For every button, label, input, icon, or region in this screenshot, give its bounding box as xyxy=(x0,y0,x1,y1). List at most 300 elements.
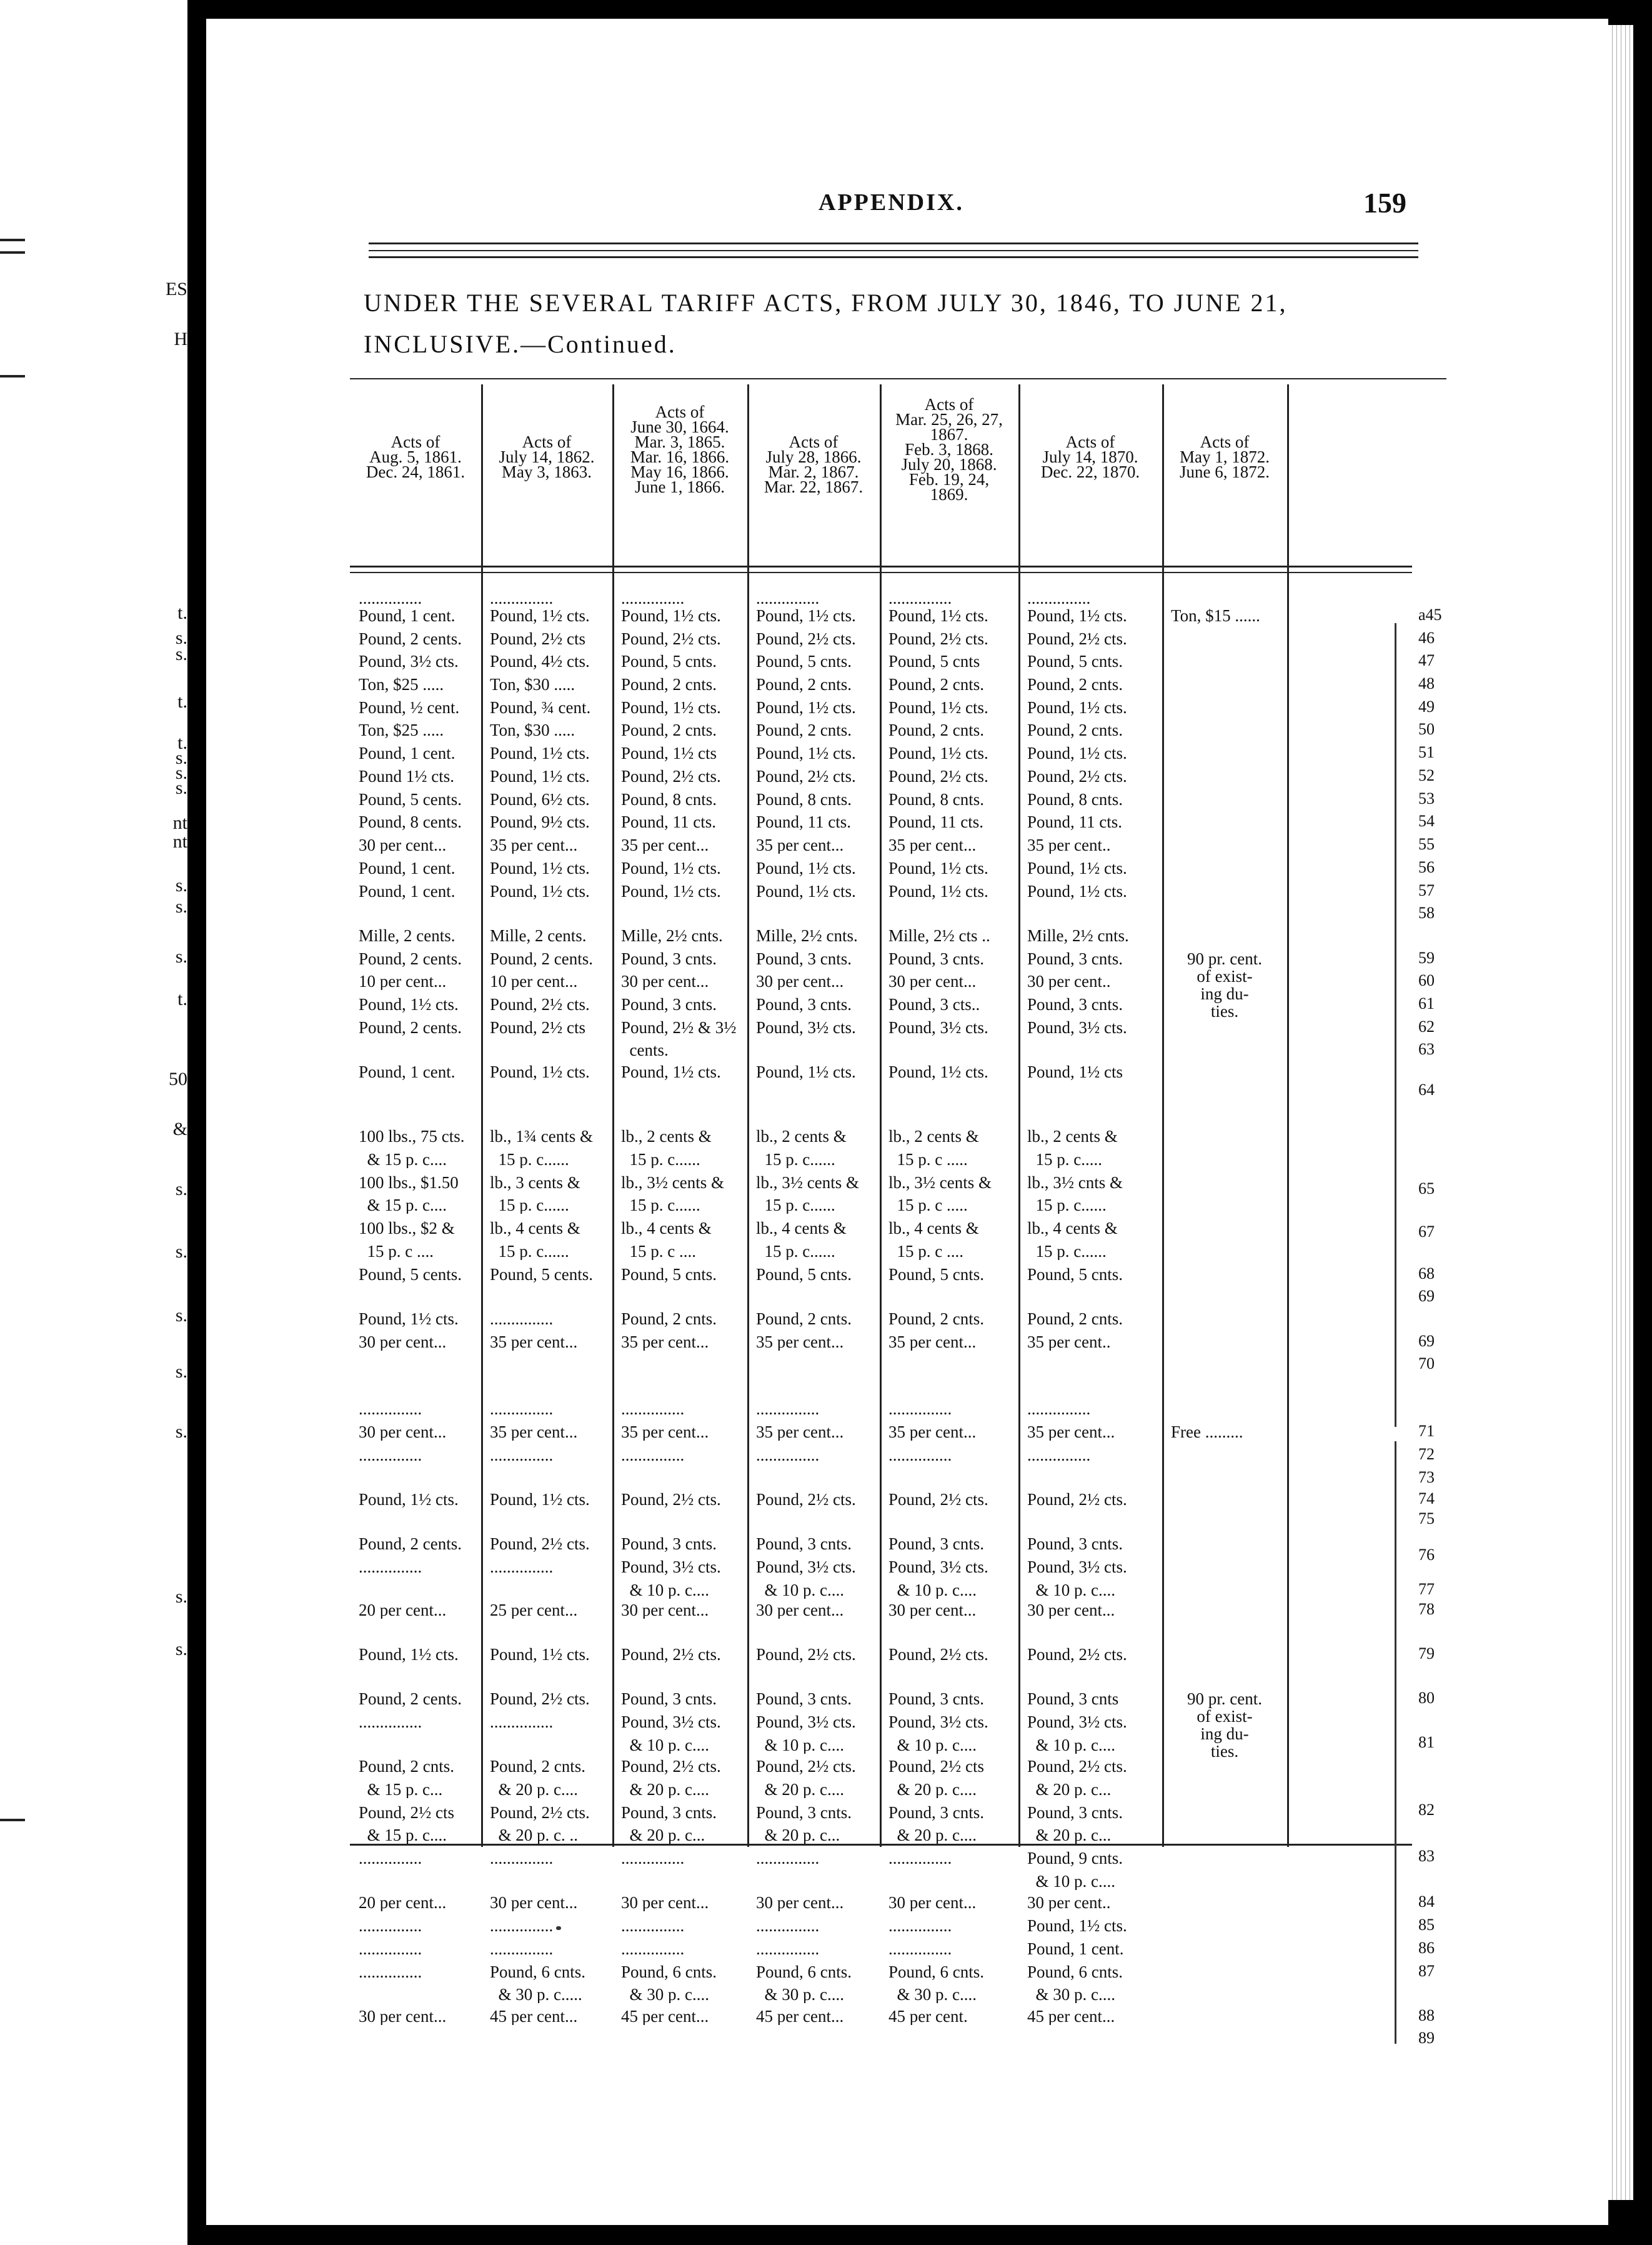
table-cell: Pound, 2 cnts. xyxy=(1027,721,1123,739)
table-cell: 15 p. c...... xyxy=(490,1242,569,1260)
table-cell: Pound, 3½ cts. xyxy=(756,1558,856,1576)
row-number: 48 xyxy=(1418,674,1435,692)
table-cell: lb., 4 cents & xyxy=(621,1219,712,1238)
table-cell: ............... xyxy=(490,1917,554,1935)
table-cell: Pound, 8 cnts. xyxy=(1027,790,1123,808)
table-cell: ............... xyxy=(621,1917,685,1935)
table-cell: ............... xyxy=(756,1849,820,1868)
table-cell: Pound, 1½ cts. xyxy=(359,1309,459,1328)
column-header: Acts of June 30, 1664. Mar. 3, 1865. Mar. 16, 1866. May 16, 1866. June 1, 1866. xyxy=(630,402,730,496)
table-cell: ............... xyxy=(621,1939,685,1958)
table-cell: Pound, 2 cnts. xyxy=(359,1758,455,1776)
facing-page-text: s. xyxy=(175,644,187,664)
row-number: 87 xyxy=(1418,1961,1435,1980)
table-cell: Pound, 1½ cts. xyxy=(888,698,988,716)
table-cell: Pound, 1½ cts. xyxy=(1027,859,1127,877)
table-cell: 30 per cent... xyxy=(490,1894,578,1912)
table-cell: Pound, 6 cnts. xyxy=(1027,1962,1123,1981)
row-number: 58 xyxy=(1418,904,1435,922)
table-cell: Pound, 3 cnts xyxy=(1027,1690,1119,1708)
table-cell: Pound, 1½ cts. xyxy=(756,606,856,624)
table-cell: 30 per cent... xyxy=(756,1894,844,1912)
table-cell: ............... xyxy=(490,1446,554,1464)
table-cell: Pound, 4½ cts. xyxy=(490,652,590,671)
table-cell: Mille, 2½ cnts. xyxy=(756,926,858,944)
bracket-mark xyxy=(1395,623,1404,1427)
table-cell: Pound, 1½ cts. xyxy=(1027,882,1127,900)
facing-page-text: t. xyxy=(177,989,187,1009)
table-cell: 30 per cent... xyxy=(621,1894,709,1912)
facing-page-text: t. xyxy=(177,732,187,753)
table-cell: Pound, 2 cnts. xyxy=(621,676,717,693)
bracket-mark xyxy=(1395,1441,1404,2044)
table-cell: Pound, 3½ cts. xyxy=(756,1018,856,1036)
row-number: 74 xyxy=(1418,1489,1435,1508)
table-cell: & 15 p. c.... xyxy=(359,1826,447,1844)
table-cell: Pound, 2 cnts. xyxy=(888,676,985,693)
facing-page-text: s. xyxy=(175,748,187,768)
table-cell: Pound, 2½ cts xyxy=(359,1803,455,1821)
row-number: 84 xyxy=(1418,1892,1435,1911)
table-cell: Pound, 2 cents. xyxy=(359,1018,462,1036)
table-cell: Pound, 1½ cts. xyxy=(621,882,721,900)
facing-page-text: H xyxy=(174,329,187,349)
column-rule xyxy=(1162,384,1164,1847)
table-cell: Pound, 3 cnts. xyxy=(888,1535,985,1553)
table-cell: Pound, 2 cnts. xyxy=(888,721,985,739)
row-number: 67 xyxy=(1418,1222,1435,1241)
table-cell: Pound, 2 cnts. xyxy=(756,1309,852,1328)
row-number: 53 xyxy=(1418,789,1435,808)
table-cell: ............... xyxy=(490,1558,554,1576)
table-cell: & 10 p. c.... xyxy=(888,1581,977,1599)
table-cell: Pound, 6 cnts. xyxy=(756,1962,852,1981)
table-cell: 10 per cent... xyxy=(359,972,447,991)
table-cell: Pound, 1 cent. xyxy=(359,1062,455,1081)
row-number: 54 xyxy=(1418,812,1435,831)
table-cell: Pound, 2½ cts. xyxy=(756,1646,856,1664)
table-cell: Pound, 2 cents. xyxy=(359,629,462,648)
table-cell: 15 p. c...... xyxy=(621,1196,700,1214)
table-cell: 45 per cent. xyxy=(888,2007,968,2025)
facing-page-text: s. xyxy=(175,1421,187,1442)
table-cell: Pound, 1 cent. xyxy=(359,882,455,900)
table-cell: 30 per cent... xyxy=(888,1894,977,1912)
facing-page-rule xyxy=(0,239,25,241)
table-cell: Pound, 5 cents. xyxy=(359,1265,462,1283)
table-cell: ............... xyxy=(621,1446,685,1464)
row-number: 47 xyxy=(1418,651,1435,670)
table-cell: Pound, 5 cnts. xyxy=(888,1265,985,1283)
table-cell: 45 per cent... xyxy=(1027,2007,1115,2025)
table-cell: 45 per cent... xyxy=(490,2007,578,2025)
column-header: Acts of July 14, 1862. May 3, 1863. xyxy=(499,432,595,481)
table-cell: ............... xyxy=(1027,1400,1091,1418)
table-cell: lb., 3½ cents & xyxy=(756,1173,859,1191)
row-number: 75 xyxy=(1418,1509,1435,1528)
table-cell: Pound, 1½ cts. xyxy=(888,606,988,624)
row-number: 86 xyxy=(1418,1938,1435,1957)
table-cell: 30 per cent... xyxy=(359,2007,447,2025)
table-cell: Pound, 2½ cts. xyxy=(490,1690,590,1708)
table-cell: Pound, 2½ cts. xyxy=(1027,1758,1127,1776)
table-cell: 15 p. c...... xyxy=(756,1150,835,1168)
table-cell: 30 per cent... xyxy=(756,972,844,991)
table-cell: Pound, 11 cts. xyxy=(756,813,852,831)
table-cell: ............... xyxy=(756,1400,820,1418)
row-number: 69 xyxy=(1418,1287,1435,1306)
table-cell: ............... xyxy=(888,1849,952,1868)
table-cell: ............... xyxy=(756,589,820,608)
table-cell: & 20 p. c.... xyxy=(888,1826,977,1844)
table-cell: Pound, 2½ cts. xyxy=(621,1491,721,1509)
table-cell: Pound, 5 cnts. xyxy=(1027,1265,1123,1283)
table-cell: Pound, 9 cnts. xyxy=(1027,1849,1123,1868)
table-cell: & 20 p. c... xyxy=(621,1826,705,1844)
table-cell: Pound, 1½ cts. xyxy=(756,698,856,716)
table-cell: & 15 p. c.... xyxy=(359,1150,447,1168)
table-cell: Ton, $15 ...... xyxy=(1171,606,1260,624)
title-line: INCLUSIVE.—Continued. xyxy=(364,330,677,358)
header-rule xyxy=(369,242,1418,244)
table-cell: & 10 p. c.... xyxy=(1027,1736,1115,1754)
table-cell: 35 per cent.. xyxy=(1027,836,1111,854)
table-cell: Pound, 3 cnts. xyxy=(888,1803,985,1821)
row-number: 52 xyxy=(1418,766,1435,784)
table-cell: 15 p. c .... xyxy=(621,1242,696,1260)
table-cell: Pound, 9½ cts. xyxy=(490,813,590,831)
table-cell: Pound, 1½ cts. xyxy=(888,882,988,900)
row-number: 60 xyxy=(1418,971,1435,990)
table-cell: 30 per cent... xyxy=(888,1601,977,1619)
table-title xyxy=(364,282,1426,365)
row-number: 55 xyxy=(1418,835,1435,854)
column-rule xyxy=(481,384,483,1847)
table-cell: Pound, 3 cnts. xyxy=(621,996,717,1014)
row-number: 63 xyxy=(1418,1040,1435,1059)
table-cell: Ton, $30 ..... xyxy=(490,676,575,693)
table-cell: ............... xyxy=(756,1939,820,1958)
row-number: 50 xyxy=(1418,720,1435,739)
table-cell: 35 per cent.. xyxy=(1027,1332,1111,1351)
table-cell: 15 p. c .... xyxy=(359,1242,434,1260)
table-cell: ............... xyxy=(888,589,952,608)
table-cell: Pound, 8 cents. xyxy=(359,813,462,831)
table-cell: 25 per cent... xyxy=(490,1601,578,1619)
table-cell: Pound, 3½ cts. xyxy=(888,1713,988,1731)
table-cell: ............... xyxy=(359,1962,422,1981)
row-number: 71 xyxy=(1418,1422,1435,1441)
row-number: 78 xyxy=(1418,1599,1435,1618)
table-cell: & 15 p. c.... xyxy=(359,1196,447,1214)
table-cell: & 10 p. c.... xyxy=(1027,1872,1115,1890)
table-cell: Pound, 3 cnts. xyxy=(621,1690,717,1708)
table-cell: Pound, 8 cnts. xyxy=(621,790,717,808)
facing-page-text: s. xyxy=(175,628,187,648)
table-cell: ............... xyxy=(359,1446,422,1464)
table-cell: 20 per cent... xyxy=(359,1894,447,1912)
table-cell: & 20 p. c.... xyxy=(888,1780,977,1798)
table-cell: 30 per cent.. xyxy=(1027,972,1111,991)
table-cell: Pound, 1 cent. xyxy=(359,744,455,762)
table-cell: ............... xyxy=(490,1939,554,1958)
table-cell: Pound, 2½ cts. xyxy=(490,1535,590,1553)
table-cell: 15 p. c...... xyxy=(1027,1242,1107,1260)
table-cell: Pound, 3 cnts. xyxy=(756,949,852,968)
running-head: APPENDIX. xyxy=(819,189,964,216)
table-cell: Pound, 2½ cts. xyxy=(1027,629,1127,648)
table-cell: Pound, 3½ cts. xyxy=(359,652,459,671)
table-cell: lb., 4 cents & xyxy=(756,1219,847,1238)
table-cell: 35 per cent... xyxy=(621,836,709,854)
table-cell: Pound, 2 cnts. xyxy=(756,676,852,693)
table-cell: & 30 p. c.... xyxy=(888,1986,977,2004)
table-cell: Ton, $25 ..... xyxy=(359,676,444,693)
table-cell: Pound, 5 cnts. xyxy=(621,652,717,671)
table-cell: Pound, 2 cnts. xyxy=(756,721,852,739)
table-cell: 35 per cent... xyxy=(756,1423,844,1441)
table-cell: Mille, 2½ cnts. xyxy=(1027,926,1129,944)
table-cell: Pound, 2½ cts xyxy=(490,629,586,648)
row-number: 46 xyxy=(1418,628,1435,647)
table-cell: & 10 p. c.... xyxy=(621,1581,709,1599)
table-cell: Pound, ¾ cent. xyxy=(490,698,591,716)
table-cell: Pound, 3½ cts. xyxy=(888,1018,988,1036)
table-cell: 20 per cent... xyxy=(359,1601,447,1619)
facing-page-text: s. xyxy=(175,1241,187,1262)
row-number: 85 xyxy=(1418,1916,1435,1934)
facing-page-text: s. xyxy=(175,896,187,917)
table-cell: Pound, 1½ cts. xyxy=(359,1491,459,1509)
table-cell: lb., 2 cents & xyxy=(888,1128,979,1146)
table-cell: 30 per cent... xyxy=(756,1601,844,1619)
table-cell: Pound, 1½ cts. xyxy=(888,1062,988,1081)
table-cell: Pound, 2½ cts. xyxy=(756,767,856,785)
table-cell: Pound, 2 cents. xyxy=(490,949,593,968)
table-cell: Pound, 2½ cts. xyxy=(888,1491,988,1509)
table-cell: 30 per cent.. xyxy=(1027,1894,1111,1912)
table-cell: Pound, 3 cnts. xyxy=(1027,949,1123,968)
column-header: Acts of Mar. 25, 26, 27, 1867. Feb. 3, 1868. July 20, 1868. Feb. 19, 24, 1869. xyxy=(895,395,1003,504)
row-number: 51 xyxy=(1418,743,1435,762)
table-cell: 35 per cent... xyxy=(490,836,578,854)
table-cell: lb., 4 cents & xyxy=(490,1219,580,1238)
table-cell: Pound, 3 cts.. xyxy=(888,996,980,1014)
table-cell: Pound, 2 cents. xyxy=(359,949,462,968)
table-cell: Pound, 5 cnts. xyxy=(756,1265,852,1283)
table-cell: lb., 4 cents & xyxy=(1027,1219,1118,1238)
header-rule xyxy=(369,250,1418,251)
table-cell: Pound, 3 cnts. xyxy=(1027,996,1123,1014)
facing-page-text: s. xyxy=(175,1361,187,1382)
table-cell: Pound, 1½ cts. xyxy=(1027,606,1127,624)
merged-duty-cell: 90 pr. cent. of exist- ing du- ties. xyxy=(1187,949,1262,1021)
table-cell: Mille, 2½ cnts. xyxy=(621,926,723,944)
table-cell: & 20 p. c.... xyxy=(490,1780,578,1798)
table-cell: 30 per cent... xyxy=(359,1332,447,1351)
row-number: 73 xyxy=(1418,1468,1435,1486)
table-cell: ............... xyxy=(359,1713,422,1731)
column-header: Acts of July 28, 1866. Mar. 2, 1867. Mar. 22, 1867. xyxy=(764,432,863,496)
table-cell: Pound, 3 cnts. xyxy=(756,1690,852,1708)
table-cell: 15 p. c...... xyxy=(490,1196,569,1214)
table-cell: Pound, 2 cnts. xyxy=(1027,1309,1123,1328)
table-cell: Pound, 2½ cts. xyxy=(756,629,856,648)
table-cell: lb., 4 cents & xyxy=(888,1219,979,1238)
table-cell: Pound, 2 cnts. xyxy=(621,721,717,739)
table-cell: Pound, 2½ cts. xyxy=(888,629,988,648)
table-cell: ............... xyxy=(359,589,422,608)
table-cell: ............... xyxy=(621,1849,685,1868)
table-cell: Pound, 2½ cts. xyxy=(1027,767,1127,785)
table-cell: ............... xyxy=(1027,589,1091,608)
table-cell: Pound, 1½ cts. xyxy=(756,1062,856,1081)
table-cell: Pound, 2½ cts. xyxy=(621,629,721,648)
row-number: 72 xyxy=(1418,1444,1435,1463)
table-cell: ............... xyxy=(359,1400,422,1418)
row-number: 56 xyxy=(1418,858,1435,876)
table-cell: & 10 p. c.... xyxy=(756,1736,844,1754)
page-number: 159 xyxy=(1363,187,1406,219)
table-cell: ............... xyxy=(490,1400,554,1418)
table-cell: Pound, 1½ cts. xyxy=(1027,744,1127,762)
table-cell: Pound, 1½ cts. xyxy=(756,882,856,900)
table-cell: 35 per cent... xyxy=(756,836,844,854)
row-number: 83 xyxy=(1418,1846,1435,1865)
table-cell: 100 lbs., 75 cts. xyxy=(359,1128,465,1146)
table-cell: Pound, 6 cnts. xyxy=(490,1962,586,1981)
table-top-rule xyxy=(350,378,1446,379)
table-cell: Pound, 2½ cts. xyxy=(490,1803,590,1821)
table-cell: & 20 p. c. .. xyxy=(490,1826,578,1844)
table-cell: 15 p. c .... xyxy=(888,1242,963,1260)
table-cell: Pound, 5 cnts. xyxy=(756,652,852,671)
facing-page-text: t. xyxy=(177,602,187,623)
table-cell: Pound 1½ cts. xyxy=(359,767,455,785)
table-cell: ............... xyxy=(359,1917,422,1935)
table-cell: 35 per cent... xyxy=(621,1332,709,1351)
table-cell: lb., 3½ cnts & xyxy=(1027,1173,1123,1191)
table-cell: Pound, 5 cents. xyxy=(359,790,462,808)
table-cell: Free ......... xyxy=(1171,1423,1243,1441)
facing-page-rule xyxy=(0,251,25,254)
table-cell: Pound, 2½ cts. xyxy=(1027,1491,1127,1509)
row-number: 61 xyxy=(1418,994,1435,1013)
facing-page-text: s. xyxy=(175,1179,187,1199)
facing-page-text: s. xyxy=(175,1639,187,1659)
table-cell: Pound, 11 cts. xyxy=(888,813,984,831)
facing-page-text: s. xyxy=(175,1586,187,1607)
table-cell: Pound, 3½ cts. xyxy=(1027,1558,1127,1576)
facing-page-fragment xyxy=(0,0,187,2245)
table-cell: lb., 3 cents & xyxy=(490,1173,580,1191)
table-cell: 35 per cent... xyxy=(888,1332,977,1351)
table-cell: ............... xyxy=(490,1713,554,1731)
table-cell: 10 per cent... xyxy=(490,972,578,991)
table-cell: Pound, 1½ cts. xyxy=(490,859,590,877)
column-header: Acts of May 1, 1872. June 6, 1872. xyxy=(1180,432,1270,481)
table-cell: Pound, 6 cnts. xyxy=(621,1962,717,1981)
table-cell: & 30 p. c.... xyxy=(621,1986,709,2004)
table-cell: ............... xyxy=(888,1446,952,1464)
table-cell: Pound, 3½ cts. xyxy=(621,1713,721,1731)
table-cell: & 10 p. c.... xyxy=(621,1736,709,1754)
table-cell: Pound, 1½ cts. xyxy=(490,1646,590,1664)
table-cell: & 20 p. c... xyxy=(1027,1826,1112,1844)
table-cell: Pound, 3½ cts. xyxy=(1027,1018,1127,1036)
column-rule xyxy=(1287,384,1289,1847)
table-cell: 15 p. c..... xyxy=(1027,1150,1102,1168)
table-cell: Pound, 1½ cts. xyxy=(621,698,721,716)
facing-page-rule xyxy=(0,375,25,378)
table-cell: & 10 p. c.... xyxy=(1027,1581,1115,1599)
table-cell: 35 per cent... xyxy=(756,1332,844,1351)
table-cell: 30 per cent... xyxy=(621,1601,709,1619)
table-cell: Pound, 1½ cts. xyxy=(490,606,590,624)
facing-page-text: 50 xyxy=(169,1069,187,1089)
row-number: 81 xyxy=(1418,1733,1435,1752)
table-cell: 45 per cent... xyxy=(756,2007,844,2025)
table-cell: Pound, 3½ cts. xyxy=(888,1558,988,1576)
table-cell: & 10 p. c.... xyxy=(888,1736,977,1754)
table-cell: Pound, 1 cent. xyxy=(359,859,455,877)
table-cell: 15 p. c...... xyxy=(756,1242,835,1260)
table-cell: Pound, 3 cnts. xyxy=(1027,1535,1123,1553)
table-cell: Pound, 1½ cts. xyxy=(490,1062,590,1081)
table-cell: ............... xyxy=(888,1939,952,1958)
table-cell: lb., 3½ cents & xyxy=(621,1173,724,1191)
facing-page-text: s. xyxy=(175,762,187,783)
table-cell: & 15 p. c... xyxy=(359,1780,443,1798)
table-cell: Pound, ½ cent. xyxy=(359,698,460,716)
table-cell: ............... xyxy=(490,1309,554,1328)
table-cell: lb., 2 cents & xyxy=(756,1128,847,1146)
facing-page-text: ES xyxy=(165,279,187,299)
table-cell: ............... xyxy=(1027,1446,1091,1464)
print-mark xyxy=(556,1926,561,1930)
table-cell: Pound, 6 cnts. xyxy=(888,1962,985,1981)
tariff-table xyxy=(350,378,1446,2048)
table-cell: Pound, 1½ cts. xyxy=(359,996,459,1014)
row-number: 62 xyxy=(1418,1017,1435,1036)
title-line: UNDER THE SEVERAL TARIFF ACTS, FROM JULY 30, 1846, TO JUNE 21, xyxy=(364,289,1288,317)
column-rule xyxy=(1018,384,1020,1847)
column-rule xyxy=(880,384,882,1847)
table-cell: Pound, 3 cnts. xyxy=(756,1803,852,1821)
row-number: 77 xyxy=(1418,1579,1435,1598)
table-cell: 15 p. c...... xyxy=(1027,1196,1107,1214)
table-cell: Pound, 5 cents. xyxy=(490,1265,593,1283)
table-cell: Pound, 2 cnts. xyxy=(621,1309,717,1328)
table-cell: Pound, 2½ cts xyxy=(490,1018,586,1036)
table-cell: lb., 3½ cents & xyxy=(888,1173,992,1191)
table-cell: Pound, 3 cnts. xyxy=(1027,1803,1123,1821)
facing-page-text: s. xyxy=(175,946,187,967)
table-cell: ............... xyxy=(359,1849,422,1868)
table-cell: Pound, 1½ cts. xyxy=(490,882,590,900)
table-cell: Pound, 1½ cts. xyxy=(888,744,988,762)
table-cell: Pound, 1½ cts xyxy=(1027,1062,1123,1081)
page-edges xyxy=(1608,25,1633,2200)
table-cell: & 20 p. c... xyxy=(1027,1780,1112,1798)
facing-page-rule xyxy=(0,1819,25,1821)
table-cell: Pound, 1½ cts. xyxy=(490,767,590,785)
facing-page-text: s. xyxy=(175,1305,187,1326)
table-cell: 35 per cent... xyxy=(1027,1423,1115,1441)
table-cell: Pound, 3 cnts. xyxy=(621,1803,717,1821)
table-cell: 30 per cent... xyxy=(621,972,709,991)
table-cell: ............... xyxy=(359,1939,422,1958)
